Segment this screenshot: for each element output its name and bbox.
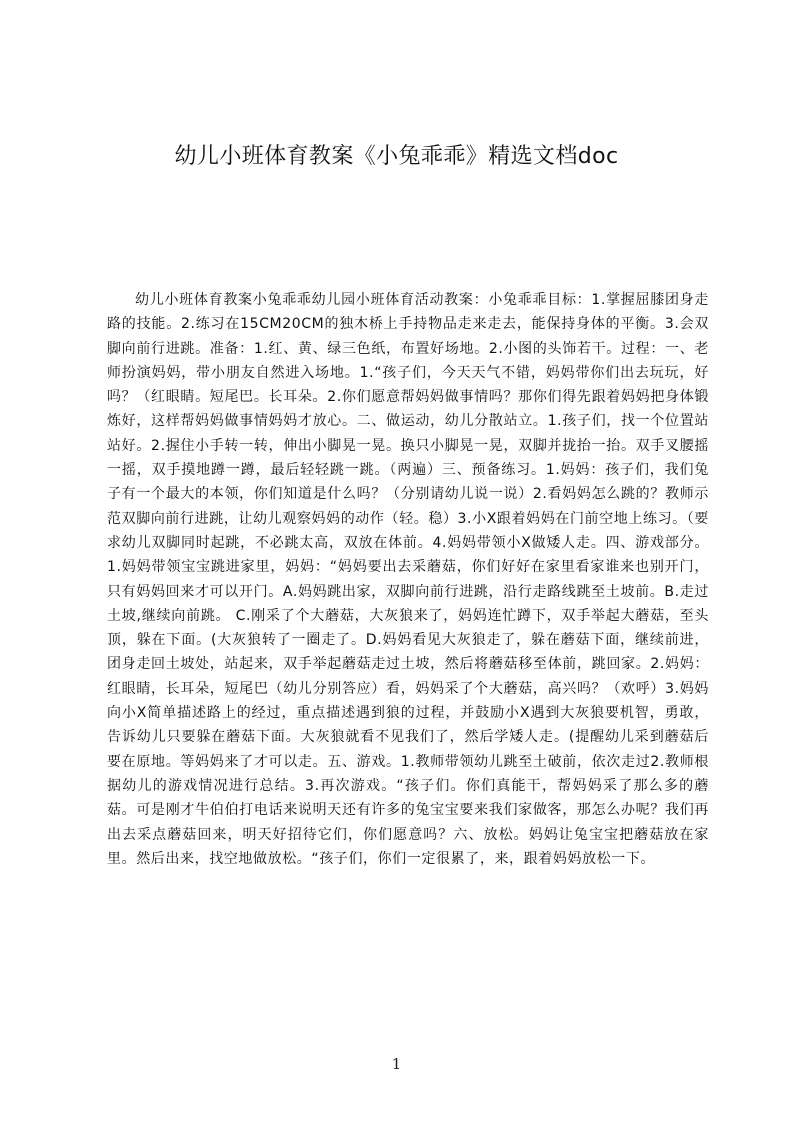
- page-number: 1: [391, 1055, 402, 1073]
- body-paragraph: 幼儿小班体育教案小兔乖乖幼儿园小班体育活动教案：小兔乖乖目标：1.掌握屈膝团身走路的技能。2.练习在15CM20CM的独木桥上手持物品走来走去，能保持身体的平衡。3.会双脚向前行进跳。准备：1.红、黄、绿三色纸，布置好场地。2.小图的头饰若干。过程：一、老师扮演妈妈，带小朋友自然进入场地。1.“孩子们，今天天气不错，妈妈带你们出去玩玩，好吗？（红眼睛。短尾巴。长耳朵。2.你们愿意帮妈妈做事情吗？那你们得先跟着妈妈把身体锻炼好，这样帮妈妈做事情妈妈才放心。二、做运动，幼儿分散站立。1.孩子们，找一个位置站站好。2.握住小手转一转，伸出小脚晃一晃。换只小脚晃一晃，双脚并拢抬一抬。双手叉腰摇一摇，双手摸地蹲一蹲，最后轻轻跳一跳。（两遍）三、预备练习。1.妈妈：孩子们，我们兔子有一个最大的本领，你们知道是什么吗？（分别请幼儿说一说）2.看妈妈怎么跳的？教师示范双脚向前行进跳，让幼儿观察妈妈的动作（轻。稳）3.小X跟着妈妈在门前空地上练习。（要求幼儿双脚同时起跳，不必跳太高，双放在体前。4.妈妈带领小X做矮人走。四、游戏部分。1.妈妈带领宝宝跳进家里，妈妈：“妈妈要出去采蘑菇，你们好好在家里看家谁来也别开门，只有妈妈回来才可以开门。A.妈妈跳出家，双脚向前行进跳，沿行走路线跳至土坡前。B.走过土坡,继续向前跳。 C.刚采了个大蘑菇，大灰狼来了，妈妈连忙蹲下，双手举起大蘑菇，至头顶，躲在下面。(大灰狼转了一圈走了。D.妈妈看见大灰狼走了，躲在蘑菇下面，继续前进，团身走回土坡处，站起来，双手举起蘑菇走过土坡，然后将蘑菇移至体前，跳回家。2.妈妈：红眼睛，长耳朵，短尾巴（幼儿分别答应）看，妈妈采了个大蘑菇，高兴吗？（欢呼）3.妈妈向小X简单描述路上的经过，重点描述遇到狼的过程，并鼓励小X遇到大灰狼要机智，勇敢，告诉幼儿只要躲在蘑菇下面。大灰狼就看不见我们了，然后学矮人走。(提醒幼儿采到蘑菇后要在原地。等妈妈来了才可以走。五、游戏。1.教师带领幼儿跳至土破前，依次走过2.教师根据幼儿的游戏情况进行总结。3.再次游戏。“孩子们。你们真能干，帮妈妈采了那么多的蘑菇。可是刚才牛伯伯打电话来说明天还有许多的兔宝宝要来我们家做客，那怎么办呢？我们再出去采点蘑菇回来，明天好招待它们，你们愿意吗？六、放松。妈妈让兔宝宝把蘑菇放在家里。然后出来，找空地做放松。“孩子们，你们一定很累了，来，跟着妈妈放松一下。: [107, 292, 709, 867]
- document-title: 幼儿小班体育教案《小兔乖乖》精选文档doc: [174, 144, 619, 169]
